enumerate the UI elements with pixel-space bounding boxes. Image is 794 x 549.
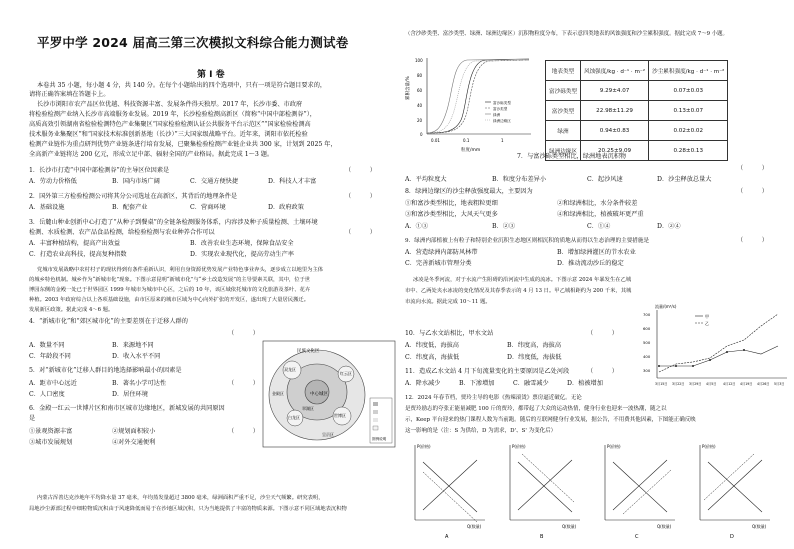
passage-line: 发展新区政策。据此完成 4～6 题。 — [29, 307, 114, 313]
table-header: 风蚀强度/kg · d⁻¹ · m⁻² — [580, 61, 648, 81]
passage-line: 博园东侧的金殿一处已于世界园区 1999 年城市为城市中心区，之后的 10 年，该区域依托城市的文化旅游及茶叶、花卉 — [29, 287, 311, 293]
grain-ytick: 100 — [415, 58, 423, 63]
demand-shift-line — [423, 472, 477, 522]
passage-line: 市中、乙两处夹水冰凌的变化情况及其春季表示的 4 月 13 日。甲乙城相距约为 200 千米，其城 — [405, 288, 632, 294]
q11-option: A．降水减少 — [405, 380, 441, 387]
table-cell: 绿洲边缘区 — [546, 141, 581, 161]
flow-xtick: 4月5日 — [706, 382, 717, 386]
table-cell: 富沙砾类型 — [546, 81, 581, 101]
q4-option: A．数量不同 — [29, 342, 65, 349]
passage-line: 内蒙古浑善达克沙地年平均降水量 37 毫米，年均蒸发量超过 3800 毫米，绿洲面积严重不足，沙尘天气频繁。研究表明， — [37, 495, 324, 501]
q5-option: D．居住环境 — [112, 391, 148, 398]
supply-line — [708, 460, 762, 510]
q4-paren: （ ） — [228, 330, 259, 337]
q11-option: C．融雪减少 — [513, 380, 549, 387]
flow-xtick: 4月12日 — [723, 382, 736, 386]
flow-xtick: 3月22日 — [672, 382, 685, 386]
table-row — [546, 81, 728, 101]
supply-line — [613, 460, 667, 510]
q9-paren: （ ） — [737, 237, 768, 244]
q2-option: C．营商环境 — [190, 204, 226, 211]
table-cell: 0.13±0.07 — [649, 101, 728, 121]
q8-statement: ③和富沙类型相比，大风天气更多 — [405, 211, 498, 218]
q6-stem: 6．金殿一红云一世博片区和南市区城市边缘地区，新城发展的共同原因 — [29, 405, 225, 412]
q8-stem: 8．绿洲边缘区的沙尘释放强度最大，主要因为 — [405, 188, 533, 195]
flow-ytick: 300 — [643, 368, 651, 373]
graph-xlabel: Q(数量) — [657, 524, 672, 529]
legend-swatch — [373, 418, 378, 422]
grain-xtick: 0.01 — [431, 138, 440, 143]
flow-legend: 乙 — [705, 321, 709, 326]
q8-statement: ①和富沙类型相比，地表粗粒更细 — [405, 200, 498, 207]
graph-a — [415, 443, 485, 540]
passage-line: 示，Keep 平台迎来的热门课程人数为当前跑。随后的互联网健身行业发展，据公告，不用费其他因素，下图能正确反映 — [405, 417, 696, 423]
supply-line — [423, 460, 477, 510]
grain-xlabel: 粒度/mm — [461, 148, 481, 153]
q6-option: ③城市发展规划 — [29, 439, 73, 446]
passage-line: 12．2024 年春节档，贾玲主导的电影《热辣滚烫》票房逼近破亿。无论 — [405, 395, 582, 401]
grain-ytick: 60 — [417, 88, 423, 93]
q6-option: ①景观资源丰富 — [29, 428, 73, 435]
passage-line: 将检验检测产业纳入长沙市高端服务业发展。2019 年，长沙检验检测高新区（简称“中国中部检测谷”）， — [29, 111, 316, 118]
graph-label: B — [540, 534, 544, 540]
q8-option: B．②③ — [492, 223, 516, 230]
table-cell: 0.28±0.13 — [649, 141, 728, 161]
graph-label: D — [730, 534, 734, 540]
flow-point — [709, 359, 711, 361]
table-cell: 9.29±4.07 — [580, 81, 648, 101]
table-cell: 富沙类型 — [546, 101, 581, 121]
q8-statement: ②和绿洲相比，水分条件较差 — [557, 200, 638, 207]
q7-option: A．平均粒度大 — [405, 176, 447, 183]
grain-ytick: 0 — [420, 132, 423, 137]
flow-ylabel: 流量/(m³/s) — [655, 304, 677, 309]
q5-stem: 5．对“新城市化”迁移人群目的地选择影响最小的因素是 — [29, 367, 182, 374]
supply-shift-line — [623, 470, 671, 514]
q5-option: B．著名小学可达性 — [112, 380, 167, 387]
map-label: 红云区 — [340, 371, 352, 376]
flow-point — [658, 365, 660, 367]
table-header: 地表类型 — [546, 61, 581, 81]
q2-option: D．政府政策 — [268, 204, 304, 211]
q10-option: D．纬度低，海拔低 — [507, 354, 562, 361]
q10-option: A．纬度低，海拔高 — [405, 342, 459, 349]
demand-line — [423, 462, 477, 512]
map-label: 呈贡区 — [322, 432, 334, 437]
right-column — [397, 0, 794, 549]
legend-swatch — [373, 426, 378, 430]
map-label: 白龙区 — [288, 415, 300, 420]
q9-option: C．完善新城市管理分类 — [405, 260, 472, 267]
passage-line: 冰凌是冬季河流，对于水流产生阻碍的沿河流中生成的流冰。下图示意 2024 年暴发生在乙城 — [413, 277, 632, 283]
q6-option: ④对外交通便利 — [112, 439, 156, 446]
q4-option: B．来源地不同 — [112, 342, 154, 349]
map-label: 世博区 — [334, 413, 346, 418]
grain-legend: 富沙砾类型 — [493, 101, 511, 105]
q3-option: B．改善农业生态环境，保障食品安全 — [190, 240, 294, 247]
demand-line — [613, 462, 667, 512]
passage-line: 长沙市浏阳市农产品区位优越、科技资源丰富、发展条件得天独厚。2017 年，长沙市委、市政府 — [37, 101, 303, 108]
passage-line: 是贾玲励志的夸张正能量减肥 100 斤的贾玲，都带起了大众的运动热情，健身行业也迎来一波热潮，随之以 — [405, 406, 667, 412]
graph-label: A — [445, 534, 449, 540]
table-cell: 22.98±11.29 — [580, 101, 648, 121]
demand-line — [518, 462, 572, 512]
grain-size-chart — [405, 50, 535, 154]
q8-paren: （ ） — [737, 188, 768, 195]
table-cell: 0.02±0.02 — [649, 121, 728, 141]
intro-line: 本卷共 35 小题，每小题 4 分，共 140 分。在每个小题给出的四个选项中，只有一项是符合题目要求的， — [37, 82, 327, 89]
q1-option: A．劳动力价格低 — [29, 178, 77, 185]
passage-line: （含沙砂类型、富沙类型、绿洲、绿洲边缘区）沉积物粒度分布，下表示意四类地表的风蚀强度和沙尘累积强度。据此完成 7～9 小题。 — [405, 31, 728, 37]
q3-option: D．实现农业现代化，提高劳动生产率 — [190, 251, 294, 258]
passage-line: 这一影响的是（注：S 为供给，D 为需求，D'、S' 为变化后） — [405, 428, 557, 434]
q4-option: C．年龄段不同 — [29, 353, 71, 360]
flow-point — [675, 365, 677, 367]
q8-statement: ④和绿洲相比，植被破坏更严重 — [557, 211, 644, 218]
table-header: 沙尘累积强度/kg · d⁻¹ · m⁻² — [649, 61, 728, 81]
grain-xtick: 0.1 — [463, 138, 470, 143]
q1-option: D．科技人才丰富 — [268, 178, 317, 185]
q2-paren: （ ） — [345, 193, 376, 200]
q1-stem: 1．长沙市打造“中国中部检测谷”的主导区位因素是 — [29, 167, 170, 174]
q7-paren: （ ） — [737, 165, 768, 172]
passage-line: 的城乡特色机制。城乡作为“新城市化”现象。下图示意昆明“新城市化”与“乡土改造发展”的主导要素关联，其中，位于世 — [29, 277, 311, 283]
passage-line: 局地沙尘源部过程中细粒物质沉积由于风速降低而易于在沙地区域沉积，只为当地提供了丰富的物质来源。下图示意不同区域地表沉积物 — [29, 506, 347, 512]
q6-stem: 是 — [29, 415, 36, 422]
flow-xtick: 4月26日 — [757, 382, 770, 386]
flow-point — [743, 349, 745, 351]
graph-ylabel: P(价格) — [512, 444, 526, 449]
q1-option: B．国内市场广阔 — [112, 178, 160, 185]
table-row — [546, 101, 728, 121]
flow-series-yi — [659, 314, 778, 372]
flow-xtick: 3月29日 — [689, 382, 702, 386]
passage-line: 高质高效引领湖南省检验检测特色产业集聚区“国家检验检测认证公共服务平台示范区”“国家检验检测高 — [29, 121, 311, 128]
q2-option: B．配套产业 — [112, 204, 148, 211]
intro-line: 请将正确答案填在答题卡上。 — [29, 91, 110, 98]
flow-point — [726, 351, 728, 353]
q10-option: C．纬度高，海拔低 — [405, 354, 460, 361]
map-label: 中心城区 — [310, 392, 328, 397]
grain-ytick: 40 — [417, 103, 423, 108]
graph-xlabel: Q(数量) — [467, 524, 482, 529]
q9-option: B．增加绿洲灌区的节水农业 — [557, 249, 636, 256]
passage-line: 检测产业链作为重点研判优势产业链条进行培育发展，已聚集检验检测产业链企业共 300 家，计划到 2025 年， — [29, 141, 337, 148]
page-title: 平罗中学 2024 届高三第三次模拟文科综合能力测试卷 — [37, 35, 349, 50]
q10-paren: （ ） — [587, 330, 618, 337]
q2-stem: 2．国外第三方检验检测公司将其分公司选址在高新区，其背后的地理条件是 — [29, 193, 238, 200]
q3-option: A．丰富种植结构，提高产出效益 — [29, 240, 121, 247]
wind-erosion-table — [545, 60, 728, 161]
q9-stem: 9．绿洲内部植被上有粒子和特别企业沉积生态地区则相沉积的质地从而得以生态治理的主要措施是 — [405, 238, 650, 244]
q10-option: B．纬度高，海拔高 — [507, 342, 562, 349]
q10-stem: 10．与乙水文站相比，甲水文站 — [405, 330, 494, 337]
graph-xlabel: Q(数量) — [562, 524, 577, 529]
flow-ytick: 700 — [643, 312, 651, 317]
map-label: 民族文化区 — [297, 349, 320, 354]
grain-legend: 绿洲边缘区 — [493, 119, 511, 123]
table-row — [546, 121, 728, 141]
q11-option: B．下渗增加 — [459, 380, 495, 387]
q3-stem: 检测、水质检测、农产品食品检测，给检验检测与农业种养合作可以 — [29, 229, 215, 236]
table-header-row — [546, 61, 728, 81]
q5-paren: （ ） — [228, 380, 259, 387]
q11-option: D．植被增加 — [567, 380, 603, 387]
graph-ylabel: P(价格) — [607, 444, 621, 449]
q5-option: C．人口密度 — [29, 391, 65, 398]
passage-line: 种植。2003 年政府综合以上各项基础设施，由市区原来的城市区域为中心向外扩张的开发区，遂出现了大量居民搬迁。 — [29, 297, 310, 303]
q6-paren: （ ） — [228, 428, 259, 435]
q4-stem: 4．“新城市化”和“郊区城市化”的主要差别在于迁移人群的 — [29, 318, 188, 325]
graph-b — [510, 443, 580, 540]
demand-line — [708, 462, 762, 512]
flow-xtick: 4月19日 — [740, 382, 753, 386]
flow-series-jia — [659, 346, 778, 366]
flow-ytick: 500 — [643, 340, 651, 345]
q3-paren: （ ） — [345, 229, 376, 236]
flow-ytick: 400 — [643, 354, 651, 359]
q1-option: C．交通方便快捷 — [190, 178, 239, 185]
q11-paren: （ ） — [587, 368, 618, 375]
passage-line: 党城市发展战略中农村村子的现状得到有条件重新认识，利用自身资源优势发展产业特色事业奔头，逐步成立以地里为主体 — [37, 267, 324, 273]
q7-option: C．起沙风速 — [587, 176, 623, 183]
q3-stem: 3．岳麓山种业创新中心打造了“从种子到餐桌”的全链条检测服务体系，内容涉及种子质量检测、土壤环境 — [29, 219, 318, 226]
q1-paren: （ ） — [345, 167, 376, 174]
flow-point — [692, 365, 694, 367]
supply-line — [518, 460, 572, 510]
table-cell: 0.07±0.03 — [649, 81, 728, 101]
table-cell: 20.25±9.09 — [580, 141, 648, 161]
q8-option: C．①④ — [587, 223, 611, 230]
q3-option: C．打造农业高科技，提高复种指数 — [29, 251, 127, 258]
grain-legend: 富沙类型 — [493, 107, 508, 111]
map-label: 翠湖区 — [302, 406, 314, 411]
legend-swatch — [373, 410, 378, 414]
q6-option: ②规划面积较小 — [112, 428, 156, 435]
grain-legend: 绿洲 — [493, 113, 501, 117]
graph-c — [605, 443, 675, 540]
q7-stem: 7．与富沙砾类型相比，绿洲地表沉积物 — [517, 153, 627, 160]
q8-option: D．②④ — [657, 223, 681, 230]
demand-shift-line — [522, 454, 574, 502]
passage-line: 市流向水流。据此完成 10～11 题。 — [405, 299, 491, 305]
map-label: 金殿区 — [272, 391, 284, 396]
graph-ylabel: P(价格) — [417, 444, 431, 449]
q7-option: B．粒度分布差异小 — [492, 176, 547, 183]
flow-legend: 甲 — [705, 314, 709, 319]
legend-caption: 图例说明 — [372, 437, 387, 441]
q5-option: A．距市中心远近 — [29, 380, 77, 387]
urbanization-map-figure — [262, 340, 397, 450]
q2-option: A．基础设施 — [29, 204, 65, 211]
grain-ylabel: 累积含量/% — [406, 76, 411, 100]
graph-d — [700, 443, 770, 540]
table-cell: 0.94±0.83 — [580, 121, 648, 141]
graph-xlabel: Q(数量) — [752, 524, 767, 529]
flow-xtick: 3月15日 — [655, 382, 668, 386]
grain-ytick: 80 — [417, 73, 423, 78]
river-flow-chart — [635, 302, 791, 392]
table-cell: 绿洲 — [546, 121, 581, 141]
supply-demand-graphs — [405, 440, 785, 540]
passage-line: 技术服务业集聚区”和“国家技术标准创新基地（长沙）”三大国家级战略平台。近年来，浏阳市依托检验 — [29, 131, 308, 138]
graph-ylabel: P(价格) — [702, 444, 716, 449]
q7-option: D．沙尘释放总量大 — [657, 176, 712, 183]
supply-shift-line — [704, 454, 754, 500]
grain-ytick: 20 — [417, 118, 423, 123]
q9-option: A．营造绿洲内部防风林带 — [405, 249, 478, 256]
passage-line: 全高新产业链将达 200 亿元，形成立足中部、辐射全国的产业格局。据此完成 1～3 题。 — [29, 151, 274, 158]
section-title: 第 I 卷 — [197, 70, 225, 80]
map-label: 双龙区 — [284, 367, 296, 372]
graph-label: C — [635, 534, 639, 540]
q8-option: A．①③ — [405, 223, 429, 230]
flow-xtick: 5月3日 — [774, 382, 785, 386]
flow-ytick: 600 — [643, 326, 651, 331]
q11-stem: 11．造成乙水文站 4 月下旬流量变化的主要原因是乙处河段 — [405, 368, 570, 375]
grain-xtick: 1 — [501, 138, 504, 143]
q4-option: D．收入水平不同 — [112, 353, 161, 360]
legend-swatch — [373, 402, 378, 406]
q9-option: D．推动流动沙丘的稳定 — [557, 260, 624, 267]
